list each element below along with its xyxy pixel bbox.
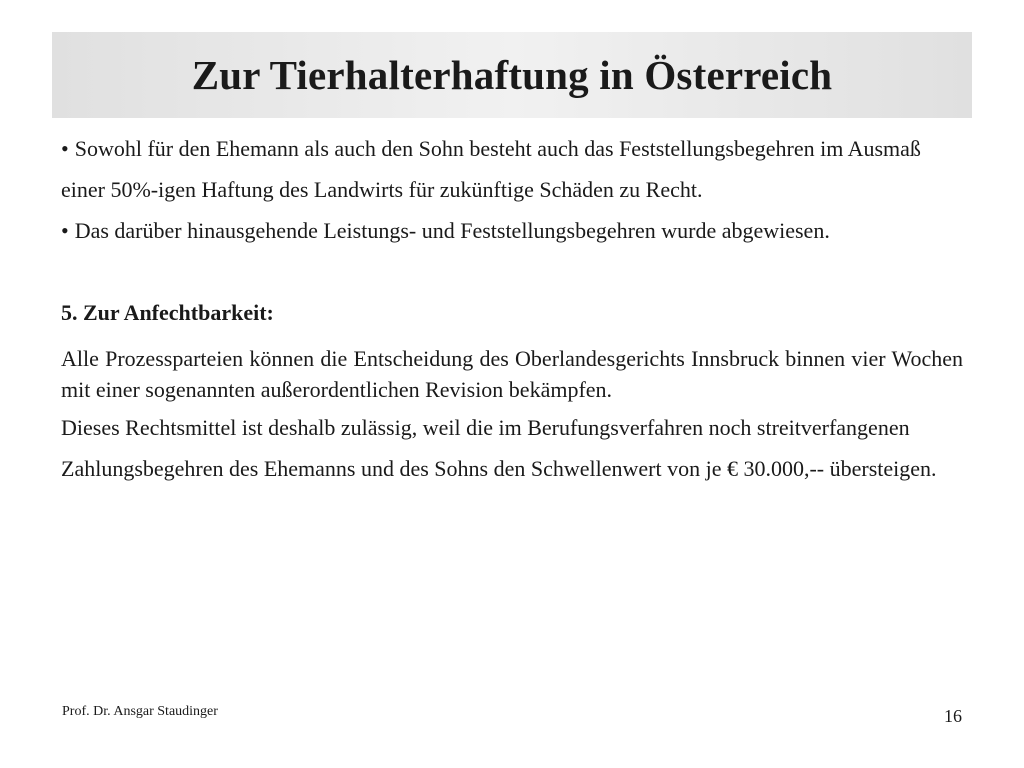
section-paragraph: Alle Prozessparteien können die Entscheidung des Oberlandesgerichts Innsbruck binnen vier Wochen mit einer sogenannten außerordentlichen Revision bekämpfen. [61, 346, 963, 402]
section-paragraph: Dieses Rechtsmittel ist deshalb zulässig, weil die im Berufungsverfahren noch streitverfangenen Zahlungsbegehren des Ehemanns und des Sohns den Schwellenwert von je € 30.000,-- übersteigen. [61, 415, 937, 481]
footer-author: Prof. Dr. Ansgar Staudinger [62, 704, 218, 719]
spacer [61, 251, 963, 292]
bullet-item [61, 128, 963, 210]
bullet-text: Sowohl für den Ehemann als auch den Sohn besteht auch das Feststellungsbegehren im Ausmaß einer 50%-igen Haftung des Landwirts für zukünftige Schäden zu Recht. [61, 136, 921, 202]
bullet-icon: • [61, 136, 69, 161]
bullet-icon: • [61, 218, 69, 243]
bullet-text: Das darüber hinausgehende Leistungs- und Feststellungsbegehren wurde abgewiesen. [74, 218, 830, 243]
bullet-item [61, 210, 963, 251]
page-number: 16 [944, 706, 962, 726]
slide-body [61, 128, 963, 489]
slide-title: Zur Tierhalterhaftung in Österreich [191, 52, 833, 98]
section-heading: 5. Zur Anfechtbarkeit: [61, 300, 274, 325]
title-band [52, 32, 972, 118]
